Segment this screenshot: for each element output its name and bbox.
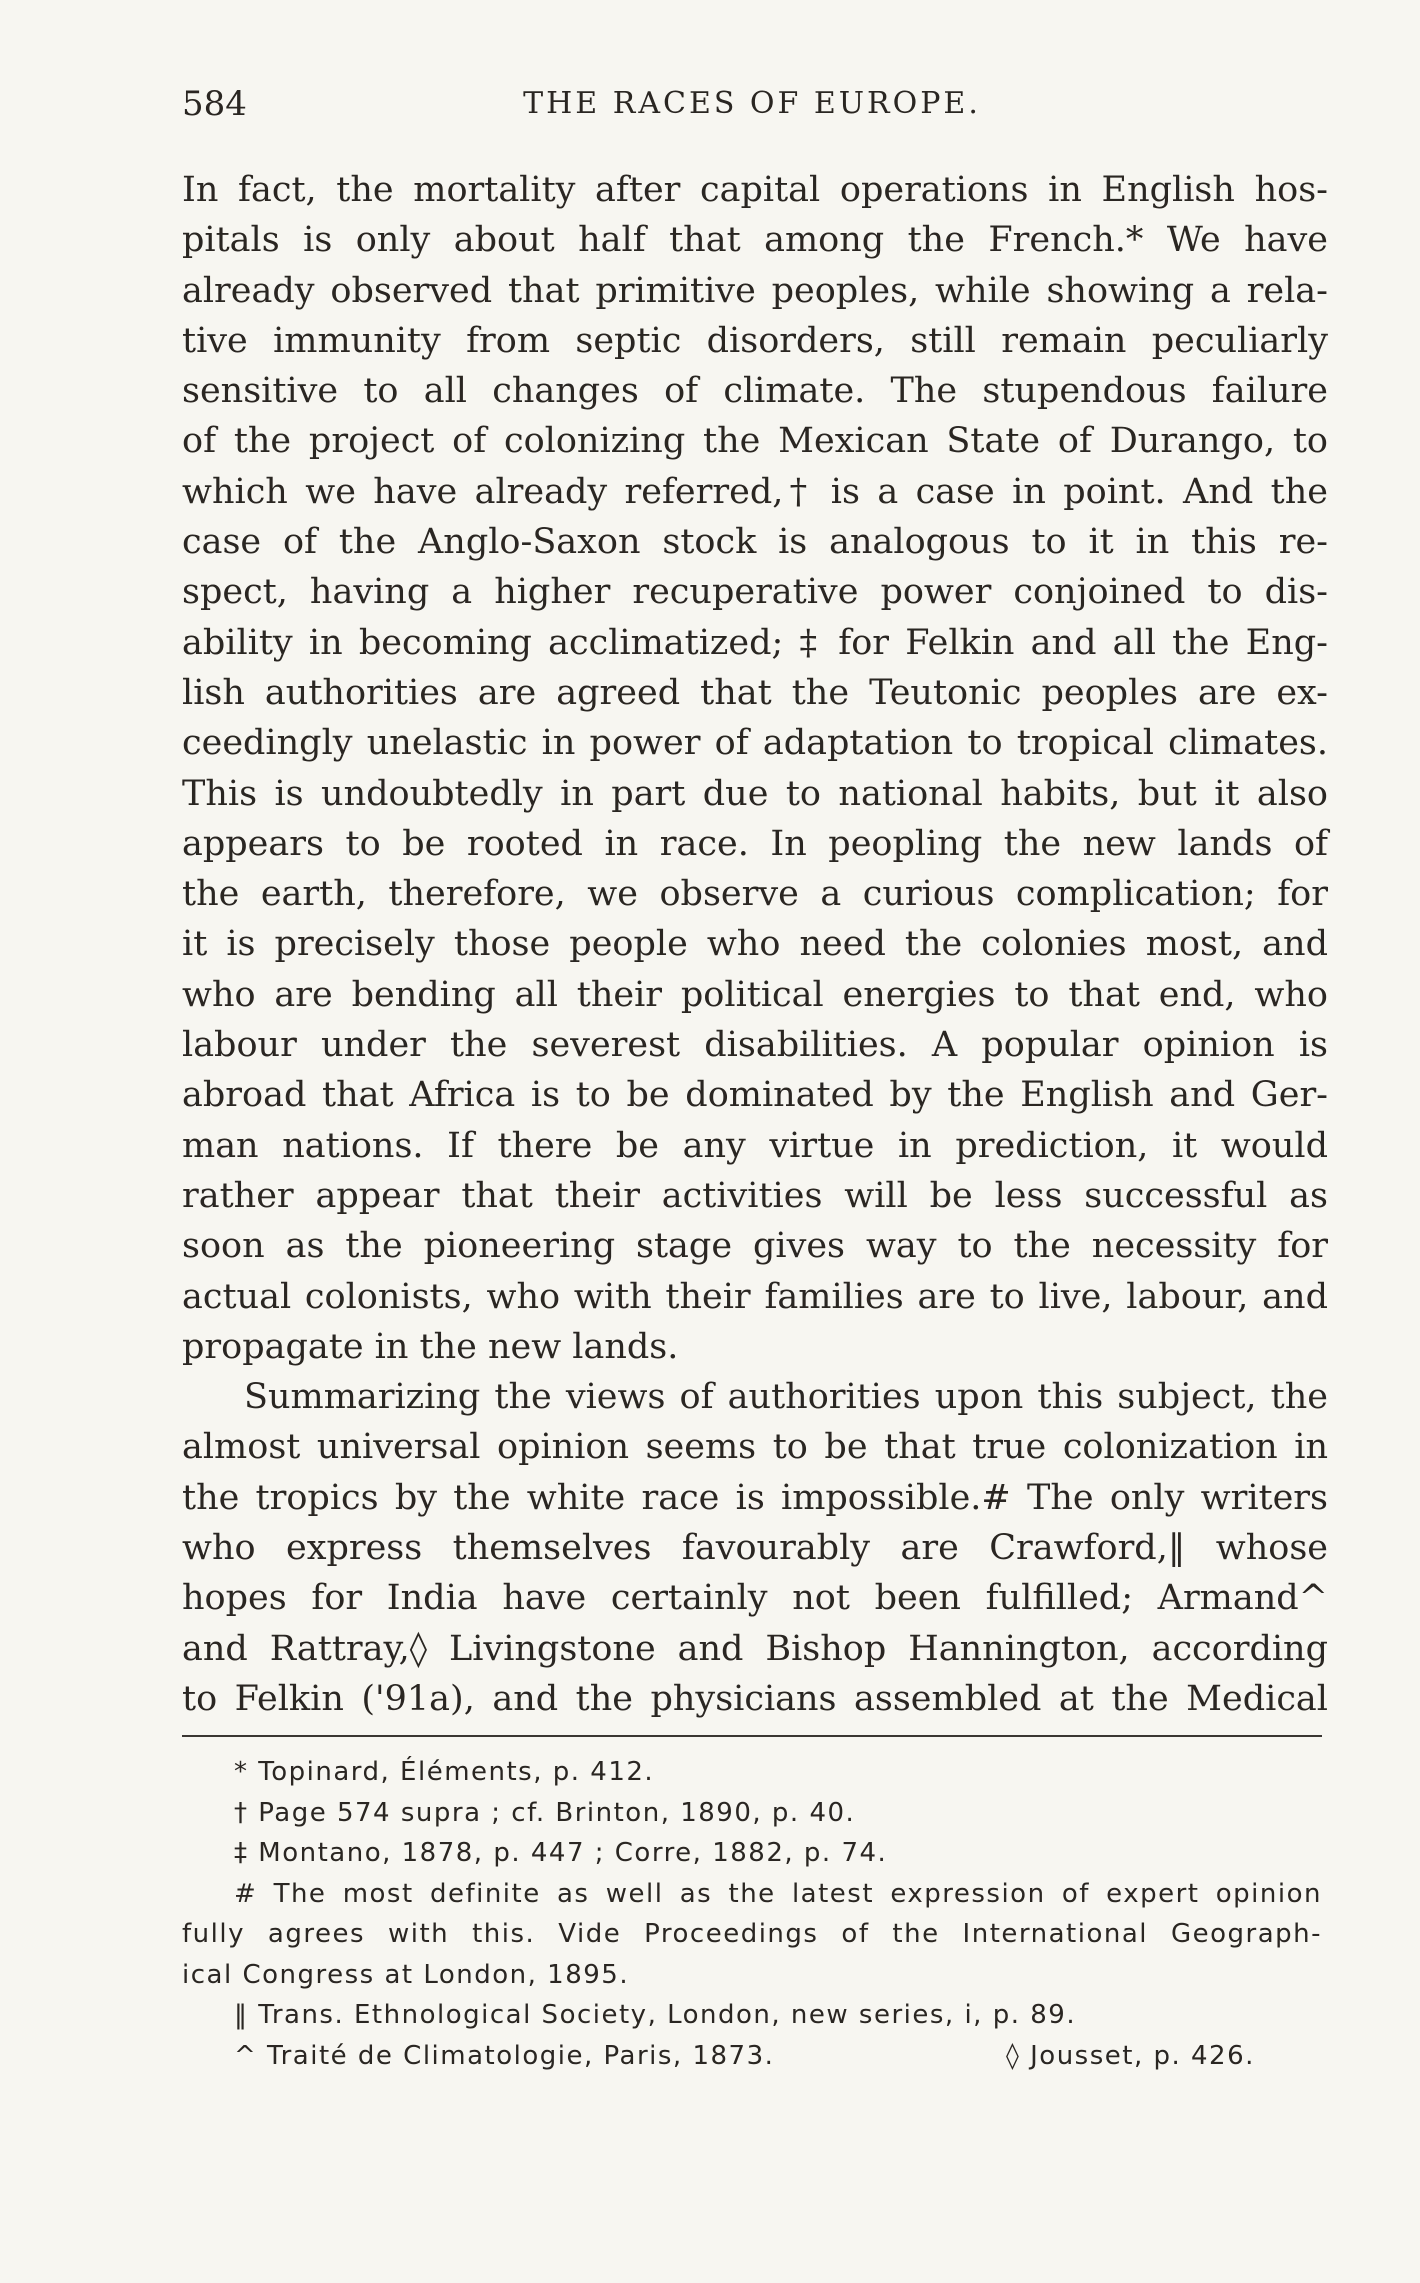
footnotes — [182, 1752, 1322, 2076]
footnote-rule — [182, 1735, 1322, 1737]
body-line: which we have already referred,† is a case in point. And the — [182, 471, 1328, 512]
body-line: almost universal opinion seems to be that true colonization in — [182, 1427, 1328, 1468]
footnote: ◊ Jousset, p. 426. — [1006, 2041, 1255, 2071]
body-line: Summarizing the views of authorities upon this subject, the — [244, 1377, 1328, 1418]
body-line: actual colonists, who with their families are to live, labour, and — [182, 1276, 1328, 1317]
body-line: ability in becoming acclimatized; ‡ for Felkin and all the Eng- — [182, 622, 1328, 663]
body-line: rather appear that their activities will be less successful as — [182, 1175, 1328, 1216]
body-line: spect, having a higher recuperative power conjoined to dis- — [182, 572, 1328, 613]
footnote: ‖ Trans. Ethnological Society, London, new series, i, p. 89. — [234, 2000, 1077, 2030]
body-line: already observed that primitive peoples, while showing a rela- — [182, 270, 1328, 311]
footnote: ^ Traité de Climatologie, Paris, 1873. — [234, 2040, 775, 2071]
body-line: sensitive to all changes of climate. The stupendous failure — [182, 371, 1328, 412]
body-line: tive immunity from septic disorders, still remain peculiarly — [182, 320, 1328, 361]
body-text — [182, 165, 1328, 1724]
body-line: and Rattray,◊ Livingstone and Bishop Hannington, according — [182, 1628, 1328, 1669]
body-line: appears to be rooted in race. In peopling the new lands of — [182, 823, 1328, 864]
running-head: THE RACES OF EUROPE. — [523, 86, 981, 121]
footnote: # The most definite as well as the latest expression of expert opinion — [234, 1878, 1322, 1909]
body-line: propagate in the new lands. — [182, 1326, 679, 1367]
body-line: man nations. If there be any virtue in prediction, it would — [182, 1125, 1328, 1166]
body-line: In fact, the mortality after capital operations in English hos- — [182, 170, 1328, 210]
page-header — [182, 80, 1322, 130]
footnote: † Page 574 supra ; cf. Brinton, 1890, p. 40. — [234, 1797, 856, 1828]
body-line: ceedingly unelastic in power of adaptation to tropical climates. — [182, 723, 1328, 764]
body-line: hopes for India have certainly not been fulfilled; Armand^ — [182, 1578, 1328, 1619]
body-line: abroad that Africa is to be dominated by the English and Ger- — [182, 1075, 1328, 1116]
body-line: This is undoubtedly in part due to national habits, but it also — [182, 773, 1328, 814]
body-line: the tropics by the white race is impossible.# The only writers — [182, 1477, 1328, 1518]
body-line: soon as the pioneering stage gives way to the necessity for — [182, 1226, 1328, 1267]
body-line: lish authorities are agreed that the Teutonic peoples are ex- — [182, 672, 1328, 713]
body-line: it is precisely those people who need the colonies most, and — [182, 924, 1328, 965]
footnote: ‡ Montano, 1878, p. 447 ; Corre, 1882, p. 74. — [234, 1838, 888, 1868]
body-line: of the project of colonizing the Mexican State of Durango, to — [182, 421, 1328, 462]
body-line: to Felkin ('91a), and the physicians assembled at the Medical — [182, 1678, 1328, 1719]
body-line: the earth, therefore, we observe a curious complication; for — [182, 874, 1328, 915]
page-number: 584 — [182, 84, 247, 124]
body-line: case of the Anglo-Saxon stock is analogous to it in this re- — [182, 522, 1328, 563]
body-line: who express themselves favourably are Crawford,‖ whose — [182, 1528, 1328, 1569]
body-line: labour under the severest disabilities. A popular opinion is — [182, 1025, 1328, 1066]
body-line: who are bending all their political energies to that end, who — [182, 974, 1328, 1015]
body-line: pitals is only about half that among the French.* We have — [182, 220, 1328, 261]
footnote: * Topinard, Éléments, p. 412. — [234, 1757, 655, 1787]
footnote-continuation: ical Congress at London, 1895. — [182, 1959, 630, 1990]
footnote-continuation: fully agrees with this. Vide Proceedings of the International Geograph- — [182, 1919, 1322, 1949]
